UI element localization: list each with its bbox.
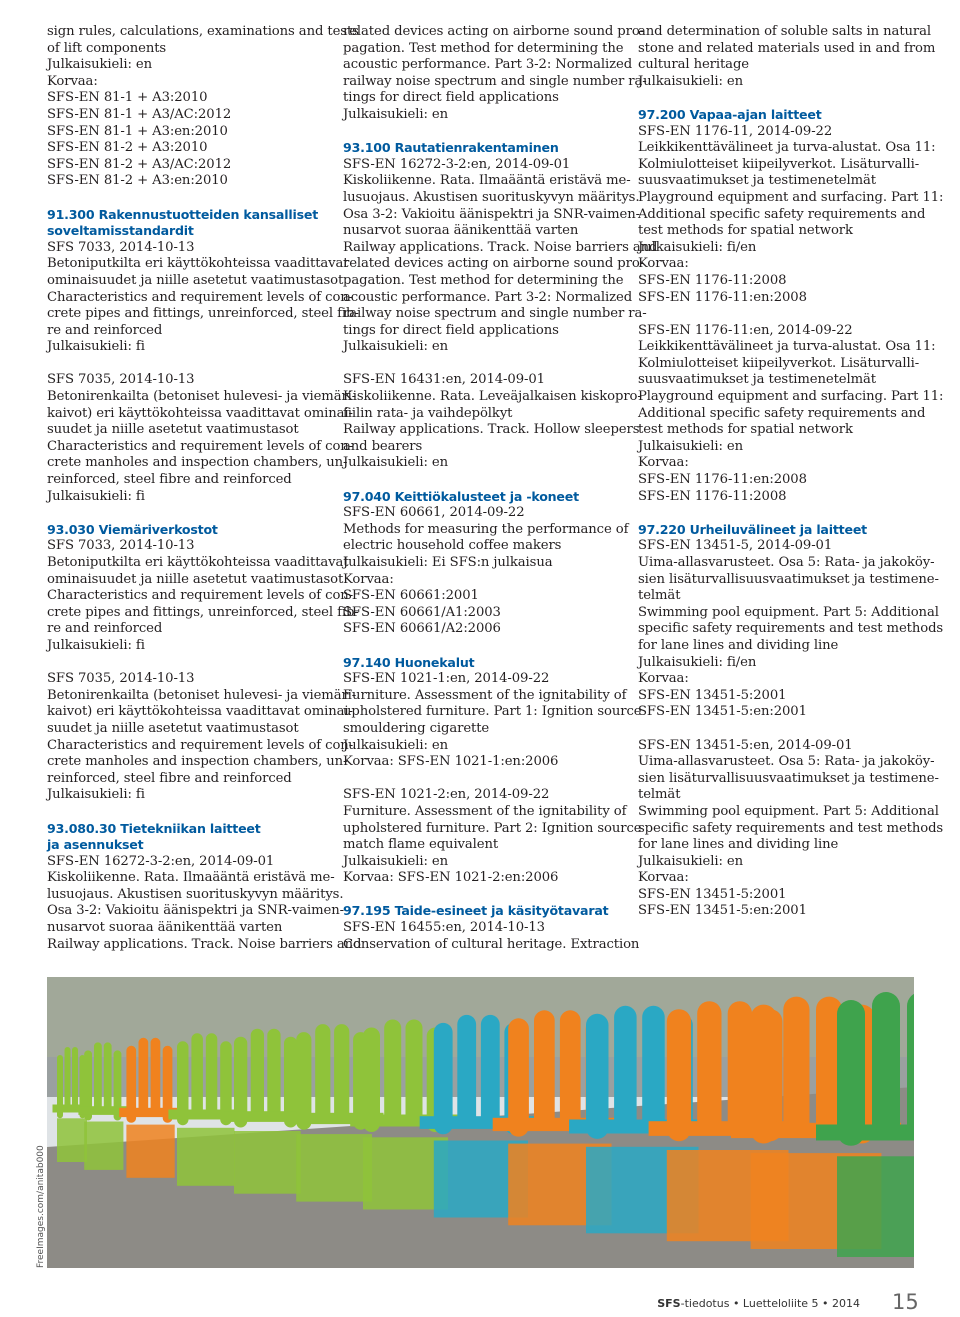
- text-line: Additional specific safety requirements and: [638, 405, 926, 421]
- text-line: Korvaa:: [638, 256, 689, 272]
- text-line: upholstered furniture. Part 2: Ignition source: [343, 820, 642, 836]
- spacer: [343, 638, 619, 655]
- spacer: [47, 804, 323, 821]
- text-line: railway noise spectrum and single number ra-: [343, 73, 647, 89]
- text-line: SFS-EN 1021-1:en, 2014-09-22: [343, 671, 550, 687]
- text-line: smouldering cigarette: [343, 720, 490, 736]
- text-line: Conservation of cultural heritage. Extraction: [343, 936, 640, 952]
- text-line: acoustic performance. Part 3-2: Normalized: [343, 289, 633, 305]
- text-line: for lane lines and dividing line: [638, 837, 839, 853]
- section-heading: 91.300 Rakennustuotteiden kansalliset: [47, 206, 319, 222]
- text-line: Korvaa:: [343, 571, 394, 587]
- text-line: Julkaisukieli: en: [638, 853, 744, 869]
- text-line: electric household coffee makers: [343, 538, 562, 554]
- text-line: Characteristics and requirement levels of con-: [47, 289, 354, 305]
- text-line: Betonirenkailta (betoniset hulevesi- ja viemäri-: [47, 687, 357, 703]
- spacer: [343, 771, 619, 788]
- text-line: SFS-EN 81-1 + A3/AC:2012: [47, 106, 232, 122]
- section-heading: 93.080.30 Tietekniikan laitteet: [47, 820, 261, 836]
- text-line: sien lisäturvallisuusvaatimukset ja testimene-: [638, 571, 939, 587]
- text-line: tings for direct field applications: [343, 322, 559, 338]
- text-line: Playground equipment and surfacing. Part 11:: [638, 189, 944, 205]
- text-line: reinforced, steel fibre and reinforced: [47, 472, 292, 488]
- text-line: SFS-EN 60661:2001: [343, 588, 479, 604]
- text-line: and bearers: [343, 438, 423, 454]
- text-line: telmät: [638, 588, 681, 604]
- section-heading: ja asennukset: [47, 837, 144, 853]
- text-line: crete manholes and inspection chambers, un-: [47, 754, 348, 770]
- text-column-2: [343, 24, 658, 953]
- spacer: [47, 190, 323, 207]
- text-line: Julkaisukieli: fi: [47, 339, 145, 355]
- text-line: SFS-EN 13451-5:en:2001: [638, 704, 807, 720]
- text-line: SFS-EN 1021-2:en, 2014-09-22: [343, 787, 550, 803]
- spacer: [638, 505, 914, 522]
- text-line: test methods for spatial network: [638, 223, 853, 239]
- text-line: crete pipes and fittings, unreinforced, steel fib-: [47, 306, 359, 322]
- spacer: [47, 356, 323, 373]
- text-line: SFS-EN 81-2 + A3/AC:2012: [47, 156, 232, 172]
- text-line: Additional specific safety requirements and: [638, 206, 926, 222]
- section-heading: 97.200 Vapaa-ajan laitteet: [638, 106, 822, 122]
- text-line: lusuojaus. Akustisen suorituskyvyn määritys.: [343, 189, 640, 205]
- text-line: Korvaa:: [638, 870, 689, 886]
- section-heading: soveltamisstandardit: [47, 223, 194, 239]
- section-heading: 97.140 Huonekalut: [343, 654, 475, 670]
- text-line: SFS 7033, 2014-10-13: [47, 239, 195, 255]
- text-line: SFS 7035, 2014-10-13: [47, 372, 195, 388]
- text-line: SFS-EN 1176-11:en:2008: [638, 472, 807, 488]
- text-line: SFS-EN 1176-11:en, 2014-09-22: [638, 322, 853, 338]
- text-line: SFS-EN 81-1 + A3:2010: [47, 90, 208, 106]
- text-line: Kiskoliikenne. Rata. Ilmaääntä eristävä me-: [343, 173, 631, 189]
- text-line: SFS-EN 1176-11:2008: [638, 272, 787, 288]
- text-line: test methods for spatial network: [638, 422, 853, 438]
- text-line: SFS-EN 60661, 2014-09-22: [343, 505, 525, 521]
- text-line: Julkaisukieli: fi/en: [638, 239, 757, 255]
- section-heading: 97.220 Urheiluvälineet ja laitteet: [638, 521, 867, 537]
- text-line: Julkaisukieli: en: [47, 57, 153, 73]
- text-line: and determination of soluble salts in natural: [638, 24, 931, 39]
- text-line: Leikkikenttävälineet ja turva-alustat. Osa 11:: [638, 140, 936, 156]
- text-line: Julkaisukieli: en: [343, 339, 449, 355]
- section-heading: 97.195 Taide-esineet ja käsityötavarat: [343, 903, 609, 919]
- text-line: SFS-EN 1176-11, 2014-09-22: [638, 123, 833, 139]
- footer-brand: SFS: [657, 1297, 681, 1310]
- text-line: telmät: [638, 787, 681, 803]
- text-line: Korvaa: SFS-EN 1021-2:en:2006: [343, 870, 559, 886]
- text-line: related devices acting on airborne sound pro-: [343, 256, 645, 272]
- text-line: kaivot) eri käyttökohteissa vaadittavat ominai-: [47, 704, 353, 720]
- spacer: [343, 887, 619, 904]
- text-line: Railway applications. Track. Noise barriers and: [343, 239, 658, 255]
- text-line: cultural heritage: [638, 57, 749, 73]
- spacer: [638, 306, 914, 323]
- text-line: Characteristics and requirement levels of con-: [47, 438, 354, 454]
- text-column-1: [47, 24, 362, 953]
- text-line: Swimming pool equipment. Part 5: Additional: [638, 604, 939, 620]
- text-line: SFS-EN 16455:en, 2014-10-13: [343, 920, 545, 936]
- text-line: for lane lines and dividing line: [638, 637, 839, 653]
- text-line: Kiskoliikenne. Rata. Leveäjalkaisen kiskopro-: [343, 389, 642, 405]
- text-line: related devices acting on airborne sound pro-: [343, 24, 645, 39]
- text-line: Julkaisukieli: en: [343, 106, 449, 122]
- text-line: pagation. Test method for determining the: [343, 40, 624, 56]
- adirondack-chairs-photo: [47, 977, 914, 1268]
- spacer: [343, 472, 619, 489]
- text-line: nusarvot suoraa äänikenttää varten: [343, 223, 579, 239]
- text-line: re and reinforced: [47, 621, 163, 637]
- text-line: Julkaisukieli: en: [343, 737, 449, 753]
- text-line: Korvaa:: [638, 671, 689, 687]
- text-line: Julkaisukieli: fi: [47, 637, 145, 653]
- text-line: SFS-EN 13451-5:2001: [638, 886, 787, 902]
- text-line: Korvaa:: [638, 455, 689, 471]
- spacer: [638, 721, 914, 738]
- text-line: Methods for measuring the performance of: [343, 521, 629, 537]
- text-line: suudet ja niille asetetut vaatimustasot: [47, 720, 299, 736]
- text-line: SFS-EN 13451-5, 2014-09-01: [638, 538, 833, 554]
- text-line: Kolmiulotteiset kiipeilyverkot. Lisäturvalli-: [638, 355, 920, 371]
- text-line: SFS-EN 1176-11:en:2008: [638, 289, 807, 305]
- text-line: lusuojaus. Akustisen suorituskyvyn määritys.: [47, 886, 344, 902]
- text-line: fiilin rata- ja vaihdepölkyt: [343, 405, 513, 421]
- text-line: Betoniputkilta eri käyttökohteissa vaadittavat: [47, 555, 349, 570]
- text-line: Julkaisukieli: en: [638, 73, 744, 89]
- text-line: Osa 3-2: Vakioitu äänispektri ja SNR-vaimen-: [47, 903, 344, 919]
- photo-credit: FreeImages.com/anitab000: [36, 1145, 46, 1268]
- text-line: Leikkikenttävälineet ja turva-alustat. Osa 11:: [638, 339, 936, 355]
- text-line: SFS 7035, 2014-10-13: [47, 671, 195, 687]
- text-line: Kiskoliikenne. Rata. Ilmaääntä eristävä me-: [47, 870, 335, 886]
- text-line: specific safety requirements and test methods: [638, 820, 944, 836]
- text-line: SFS 7033, 2014-10-13: [47, 538, 195, 554]
- text-line: Characteristics and requirement levels of con-: [47, 737, 354, 753]
- text-line: match flame equivalent: [343, 837, 499, 853]
- section-heading: 93.100 Rautatienrakentaminen: [343, 140, 559, 156]
- text-line: Characteristics and requirement levels of con-: [47, 588, 354, 604]
- text-line: Julkaisukieli: fi: [47, 787, 145, 803]
- text-line: SFS-EN 60661/A1:2003: [343, 604, 501, 620]
- text-line: ominaisuudet ja niille asetetut vaatimustasot: [47, 571, 344, 587]
- text-line: Julkaisukieli: Ei SFS:n julkaisua: [343, 555, 553, 570]
- page-number: 15: [892, 1290, 919, 1314]
- text-line: SFS-EN 81-2 + A3:2010: [47, 140, 208, 156]
- text-line: ominaisuudet ja niille asetetut vaatimustasot: [47, 272, 344, 288]
- text-line: reinforced, steel fibre and reinforced: [47, 770, 292, 786]
- text-line: nusarvot suoraa äänikenttää varten: [47, 920, 283, 936]
- text-line: SFS-EN 81-2 + A3:en:2010: [47, 173, 228, 189]
- text-line: stone and related materials used in and from: [638, 40, 936, 56]
- text-line: Julkaisukieli: fi/en: [638, 654, 757, 670]
- text-line: crete manholes and inspection chambers, un-: [47, 455, 348, 471]
- text-line: Julkaisukieli: fi: [47, 488, 145, 504]
- text-line: SFS-EN 13451-5:en:2001: [638, 903, 807, 919]
- spacer: [343, 356, 619, 373]
- photo-illustration: [47, 977, 914, 1268]
- text-line: SFS-EN 13451-5:2001: [638, 687, 787, 703]
- text-line: Julkaisukieli: en: [343, 853, 449, 869]
- text-line: crete pipes and fittings, unreinforced, steel fib-: [47, 604, 359, 620]
- text-line: Betonirenkailta (betoniset hulevesi- ja viemäri-: [47, 389, 357, 405]
- text-line: Uima-allasvarusteet. Osa 5: Rata- ja jakoköy-: [638, 555, 935, 570]
- text-line: suusvaatimukset ja testimenetelmät: [638, 372, 876, 388]
- text-line: Swimming pool equipment. Part 5: Additional: [638, 803, 939, 819]
- text-line: SFS-EN 16272-3-2:en, 2014-09-01: [343, 156, 571, 172]
- text-line: Kolmiulotteiset kiipeilyverkot. Lisäturvalli-: [638, 156, 920, 172]
- section-heading: 97.040 Keittiökalusteet ja -koneet: [343, 488, 579, 504]
- text-line: acoustic performance. Part 3-2: Normalized: [343, 57, 633, 73]
- text-line: tings for direct field applications: [343, 90, 559, 106]
- text-line: sien lisäturvallisuusvaatimukset ja testimene-: [638, 770, 939, 786]
- text-line: Betoniputkilta eri käyttökohteissa vaadittavat: [47, 256, 349, 272]
- text-line: Railway applications. Track. Noise barriers and: [47, 936, 362, 952]
- text-line: suusvaatimukset ja testimenetelmät: [638, 173, 876, 189]
- section-heading: 93.030 Viemäriverkostot: [47, 521, 218, 537]
- text-line: SFS-EN 81-1 + A3:en:2010: [47, 123, 228, 139]
- text-line: Uima-allasvarusteet. Osa 5: Rata- ja jakoköy-: [638, 754, 935, 770]
- text-line: Playground equipment and surfacing. Part 11:: [638, 389, 944, 405]
- text-line: Korvaa: SFS-EN 1021-1:en:2006: [343, 754, 559, 770]
- text-column-3: [638, 24, 944, 920]
- spacer: [638, 90, 914, 107]
- spacer: [47, 655, 323, 672]
- text-line: SFS-EN 60661/A2:2006: [343, 621, 501, 637]
- text-line: upholstered furniture. Part 1: Ignition source: [343, 704, 642, 720]
- text-line: of lift components: [47, 40, 167, 56]
- text-line: SFS-EN 1176-11:2008: [638, 488, 787, 504]
- text-line: railway noise spectrum and single number ra-: [343, 306, 647, 322]
- page-footer: [657, 1297, 860, 1310]
- text-line: Osa 3-2: Vakioitu äänispektri ja SNR-vaimen-: [343, 206, 640, 222]
- text-line: Julkaisukieli: en: [343, 455, 449, 471]
- spacer: [47, 505, 323, 522]
- text-line: SFS-EN 16272-3-2:en, 2014-09-01: [47, 853, 275, 869]
- spacer: [343, 124, 619, 141]
- text-line: pagation. Test method for determining the: [343, 272, 624, 288]
- text-line: sign rules, calculations, examinations and tests: [47, 24, 359, 39]
- text-line: SFS-EN 16431:en, 2014-09-01: [343, 372, 545, 388]
- text-line: Furniture. Assessment of the ignitability of: [343, 687, 627, 703]
- text-line: Furniture. Assessment of the ignitability of: [343, 803, 627, 819]
- text-line: SFS-EN 13451-5:en, 2014-09-01: [638, 737, 853, 753]
- text-line: kaivot) eri käyttökohteissa vaadittavat ominai-: [47, 405, 353, 421]
- text-line: re and reinforced: [47, 322, 163, 338]
- text-line: suudet ja niille asetetut vaatimustasot: [47, 422, 299, 438]
- footer-text: -tiedotus • Luetteloliite 5 • 2014: [680, 1297, 860, 1310]
- text-line: Julkaisukieli: en: [638, 438, 744, 454]
- text-line: Railway applications. Track. Hollow sleepers: [343, 422, 640, 438]
- text-line: Korvaa:: [47, 73, 98, 89]
- text-line: specific safety requirements and test methods: [638, 621, 944, 637]
